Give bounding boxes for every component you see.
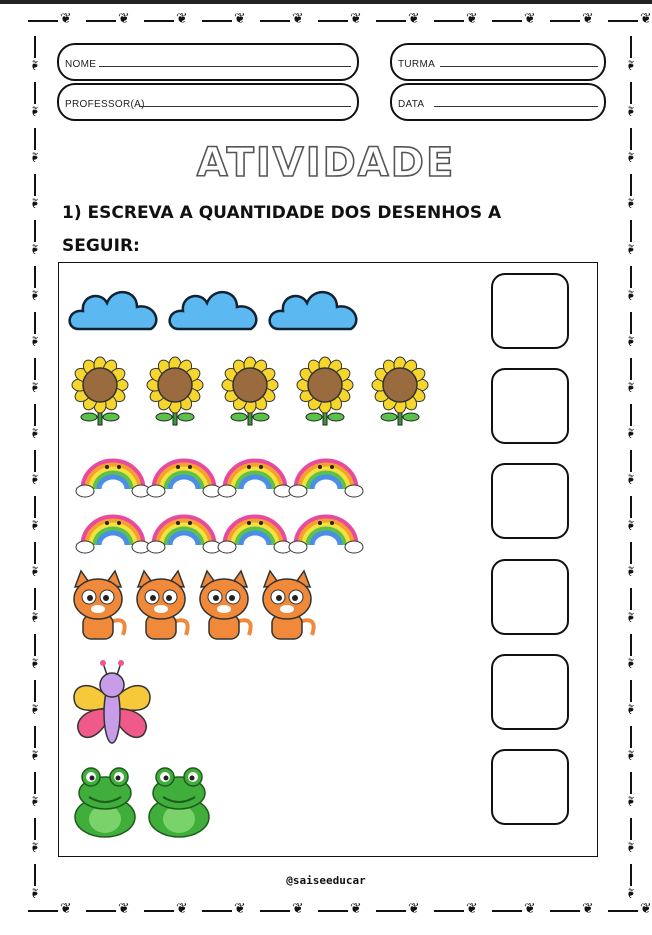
name-label: NOME [65, 59, 97, 70]
leaf-icon: ❦ [350, 901, 362, 917]
vine-stem [260, 20, 290, 22]
leaf-icon: ❧ [621, 565, 638, 577]
vine-stem [86, 20, 116, 22]
leaf-icon: ❧ [25, 657, 42, 669]
answer-box-rainbows[interactable] [491, 463, 569, 539]
sunflower-icon [297, 357, 353, 425]
vine-stem [34, 588, 36, 610]
leaf-icon: ❦ [60, 901, 72, 917]
vine-stem [34, 726, 36, 748]
leaf-icon: ❧ [621, 473, 638, 485]
leaf-icon: ❦ [60, 11, 72, 27]
leaf-icon: ❧ [25, 335, 42, 347]
vine-stem [550, 910, 580, 912]
leaf-icon: ❦ [292, 11, 304, 27]
cat-icon [137, 571, 188, 639]
leaf-icon: ❦ [640, 11, 652, 27]
leaf-icon: ❦ [350, 11, 362, 27]
cloud-icon [170, 292, 257, 329]
vine-stem [630, 312, 632, 334]
leaf-icon: ❧ [25, 105, 42, 117]
rainbow-icon [147, 517, 221, 553]
vine-stem [630, 496, 632, 518]
cat-icon [263, 571, 314, 639]
vine-stem [86, 910, 116, 912]
leaf-icon: ❧ [25, 473, 42, 485]
vine-stem [34, 36, 36, 58]
leaf-icon: ❧ [621, 427, 638, 439]
rainbow-icon [147, 461, 221, 497]
leaf-icon: ❦ [408, 901, 420, 917]
class-label: TURMA [398, 59, 436, 70]
vine-stem [34, 220, 36, 242]
leaf-icon: ❦ [524, 11, 536, 27]
leaf-icon: ❦ [466, 11, 478, 27]
vine-stem [376, 20, 406, 22]
answer-box-clouds[interactable] [491, 273, 569, 349]
leaf-icon: ❧ [25, 427, 42, 439]
vine-stem [260, 910, 290, 912]
leaf-icon: ❧ [25, 795, 42, 807]
date-field[interactable] [390, 83, 606, 121]
leaf-icon: ❦ [582, 901, 594, 917]
vine-stem [34, 358, 36, 380]
leaf-icon: ❧ [25, 197, 42, 209]
vine-stem [202, 910, 232, 912]
rainbow-icon [289, 517, 363, 553]
leaf-icon: ❧ [621, 749, 638, 761]
leaf-icon: ❧ [621, 151, 638, 163]
vine-stem [376, 910, 406, 912]
vine-stem [318, 20, 348, 22]
leaf-icon: ❧ [25, 887, 42, 899]
leaf-icon: ❧ [621, 289, 638, 301]
answer-box-cats[interactable] [491, 559, 569, 635]
cat-icon [200, 571, 251, 639]
leaf-icon: ❧ [25, 59, 42, 71]
vine-stem [34, 542, 36, 564]
sunflower-icon [147, 357, 203, 425]
leaf-icon: ❧ [621, 197, 638, 209]
sunflower-icon [72, 357, 128, 425]
exercise-panel [58, 262, 598, 857]
leaf-icon: ❧ [621, 243, 638, 255]
leaf-icon: ❧ [621, 381, 638, 393]
date-label: DATA [398, 99, 425, 110]
vine-stem [492, 20, 522, 22]
vine-stem [608, 910, 638, 912]
vine-stem [34, 266, 36, 288]
rainbow-icon [76, 517, 150, 553]
rainbow-icon [218, 517, 292, 553]
leaf-icon: ❧ [25, 381, 42, 393]
leaf-icon: ❧ [25, 749, 42, 761]
footer-handle: @saiseeducar [286, 874, 366, 887]
leaf-icon: ❦ [582, 11, 594, 27]
rainbow-icon [218, 461, 292, 497]
leaf-icon: ❧ [25, 841, 42, 853]
vine-stem [630, 36, 632, 58]
rainbow-icon [289, 461, 363, 497]
leaf-icon: ❧ [25, 565, 42, 577]
leaf-icon: ❦ [408, 11, 420, 27]
butterfly-icon [74, 660, 150, 743]
vine-stem [34, 772, 36, 794]
sunflower-icon [372, 357, 428, 425]
teacher-line [139, 106, 351, 107]
vine-stem [144, 20, 174, 22]
answer-box-sunflowers[interactable] [491, 368, 569, 444]
leaf-icon: ❧ [621, 795, 638, 807]
leaf-icon: ❧ [25, 703, 42, 715]
leaf-icon: ❦ [292, 901, 304, 917]
leaf-icon: ❦ [118, 11, 130, 27]
leaf-icon: ❧ [621, 59, 638, 71]
vine-stem [202, 20, 232, 22]
vine-stem [34, 82, 36, 104]
leaf-icon: ❧ [621, 611, 638, 623]
vine-stem [34, 634, 36, 656]
vine-stem [630, 220, 632, 242]
vine-stem [144, 910, 174, 912]
cloud-icon [70, 292, 157, 329]
vine-stem [434, 20, 464, 22]
leaf-icon: ❧ [621, 703, 638, 715]
vine-stem [630, 82, 632, 104]
vine-stem [630, 634, 632, 656]
leaf-icon: ❧ [25, 519, 42, 531]
leaf-icon: ❦ [118, 901, 130, 917]
leaf-icon: ❧ [621, 887, 638, 899]
vine-stem [28, 20, 58, 22]
vine-stem [34, 818, 36, 840]
sunflower-icon [222, 357, 278, 425]
leaf-icon: ❦ [466, 901, 478, 917]
frog-icon [75, 768, 135, 837]
leaf-icon: ❦ [640, 901, 652, 917]
name-line [99, 66, 351, 67]
leaf-icon: ❧ [621, 105, 638, 117]
vine-stem [630, 726, 632, 748]
date-line [434, 106, 598, 107]
leaf-icon: ❦ [234, 901, 246, 917]
leaf-icon: ❦ [234, 11, 246, 27]
leaf-icon: ❧ [621, 519, 638, 531]
question-text: 1) ESCREVA A QUANTIDADE DOS DESENHOS A SEGUIR: [62, 203, 502, 256]
vine-stem [34, 496, 36, 518]
rainbow-icon [76, 461, 150, 497]
vine-stem [630, 358, 632, 380]
answer-box-butterflies[interactable] [491, 654, 569, 730]
activity-title: ATIVIDADE [196, 140, 456, 186]
answer-box-frogs[interactable] [491, 749, 569, 825]
vine-stem [28, 910, 58, 912]
leaf-icon: ❧ [621, 657, 638, 669]
leaf-icon: ❦ [524, 901, 536, 917]
vine-stem [630, 680, 632, 702]
vine-stem [34, 312, 36, 334]
vine-stem [630, 772, 632, 794]
vine-stem [550, 20, 580, 22]
leaf-icon: ❦ [176, 11, 188, 27]
leaf-icon: ❧ [25, 151, 42, 163]
top-bar [0, 0, 652, 4]
vine-stem [630, 588, 632, 610]
vine-stem [630, 542, 632, 564]
vine-stem [630, 266, 632, 288]
class-line [440, 66, 598, 67]
vine-stem [34, 404, 36, 426]
vine-stem [492, 910, 522, 912]
leaf-icon: ❧ [621, 841, 638, 853]
vine-stem [630, 450, 632, 472]
vine-stem [630, 818, 632, 840]
name-field[interactable] [57, 43, 359, 81]
leaf-icon: ❧ [25, 611, 42, 623]
leaf-icon: ❧ [25, 289, 42, 301]
vine-stem [630, 404, 632, 426]
vine-stem [318, 910, 348, 912]
vine-stem [608, 20, 638, 22]
vine-stem [34, 450, 36, 472]
leaf-icon: ❦ [176, 901, 188, 917]
frog-icon [149, 768, 209, 837]
cloud-icon [270, 292, 357, 329]
teacher-label: PROFESSOR(A) [65, 99, 145, 110]
vine-stem [434, 910, 464, 912]
class-field[interactable] [390, 43, 606, 81]
vine-stem [34, 680, 36, 702]
cat-icon [74, 571, 125, 639]
leaf-icon: ❧ [621, 335, 638, 347]
leaf-icon: ❧ [25, 243, 42, 255]
teacher-field[interactable] [57, 83, 359, 121]
